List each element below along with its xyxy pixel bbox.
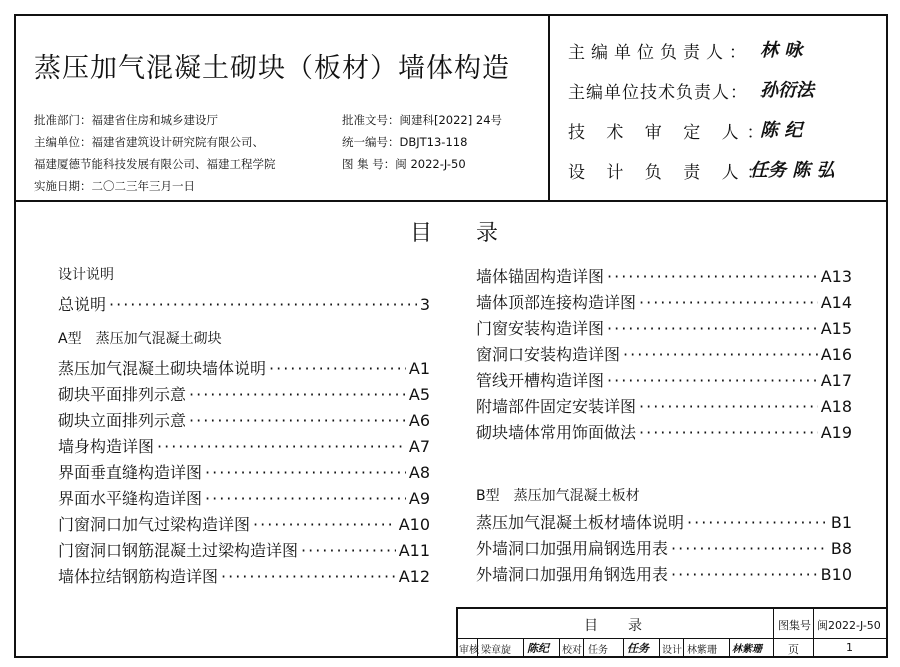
toc-entry[interactable]	[476, 316, 852, 339]
toc-entry-page: A17	[820, 371, 852, 390]
type-b-heading: B型 蒸压加气混凝土板材	[476, 488, 640, 504]
drawing-frame	[14, 14, 888, 658]
signature: 陈 纪	[760, 120, 803, 141]
responsible-label: 技 术 审 定 人：	[568, 123, 772, 143]
leader-dots	[607, 267, 818, 286]
toc-entry-page: A7	[408, 437, 430, 456]
toc-entry-label: 墙体锚固构造详图	[476, 267, 605, 286]
toc-title-right: 录	[476, 221, 499, 246]
title-block-name-cell	[458, 609, 774, 639]
toc-entry-label: 墙体顶部连接构造详图	[476, 293, 637, 312]
leader-dots	[639, 293, 818, 312]
toc-entry-label: 砌块墙体常用饰面做法	[476, 423, 637, 442]
title-block-name-left: 目	[584, 618, 598, 634]
toc-entry[interactable]	[58, 460, 430, 483]
reviewer-signature: 陈纪	[524, 639, 560, 656]
design-label: 设计	[660, 639, 684, 656]
effective-date: 实施日期：二〇二三年三月一日	[34, 179, 195, 193]
design-notes-heading: 设计说明	[58, 267, 114, 283]
toc-entry-label: 门窗洞口钢筋混凝土过梁构造详图	[58, 541, 299, 560]
toc-entry-label: 外墙洞口加强用扁钢选用表	[476, 539, 669, 558]
toc-entry-label: 管线开槽构造详图	[476, 371, 605, 390]
toc-entry-page: A5	[408, 385, 430, 404]
toc-entry-page: B10	[820, 565, 852, 584]
toc-entry[interactable]	[476, 342, 852, 365]
leader-dots	[671, 565, 818, 584]
toc-entry-page: A19	[820, 423, 852, 442]
type-a-heading: A型 蒸压加气混凝土砌块	[58, 331, 222, 347]
chief-unit-line2: 福建厦德节能科技发展有限公司、福建工程学院	[34, 157, 276, 171]
toc-entry-page: A8	[408, 463, 430, 482]
toc-entry-label: 墙身构造详图	[58, 437, 155, 456]
leader-dots	[109, 295, 417, 314]
header-responsibles	[548, 16, 888, 200]
leader-dots	[189, 411, 406, 430]
toc-entry[interactable]	[476, 536, 852, 559]
toc-entry[interactable]	[476, 264, 852, 287]
approval-dept: 批准部门：福建省住房和城乡建设厅	[34, 113, 218, 127]
responsible-label: 设 计 负 责 人：	[568, 163, 772, 183]
toc-entry[interactable]	[58, 486, 430, 509]
toc-entry-page: A12	[398, 567, 430, 586]
approval-number: 批准文号：闽建科[2022] 24号	[342, 113, 503, 127]
leader-dots	[221, 567, 396, 586]
leader-dots	[687, 513, 828, 532]
toc-entry-page: A6	[408, 411, 430, 430]
responsible-row	[568, 158, 772, 183]
check-label: 校对	[560, 639, 584, 656]
checker-name: 任务	[584, 639, 624, 656]
toc-entry-page: A10	[398, 515, 430, 534]
toc-entry-page: A13	[820, 267, 852, 286]
leader-dots	[623, 345, 818, 364]
toc-entry-page: A15	[820, 319, 852, 338]
title-block	[456, 607, 886, 656]
toc-entry-label: 墙体拉结钢筋构造详图	[58, 567, 219, 586]
leader-dots	[253, 515, 396, 534]
signature: 林 咏	[760, 40, 803, 61]
checker-signature: 任务	[624, 639, 660, 656]
toc-entry-label: 界面水平缝构造详图	[58, 489, 203, 508]
toc-entry-page: 3	[419, 295, 430, 314]
toc-entry-page: B8	[830, 539, 852, 558]
leader-dots	[607, 319, 818, 338]
title-block-name-right: 录	[628, 618, 642, 634]
leader-dots	[157, 437, 406, 456]
toc-entry-label: 窗洞口安装构造详图	[476, 345, 621, 364]
toc-entry-page: B1	[830, 513, 852, 532]
toc-entry-label: 界面垂直缝构造详图	[58, 463, 203, 482]
toc-entry-label: 总说明	[58, 295, 107, 314]
leader-dots	[639, 423, 818, 442]
page-value: 1	[846, 641, 853, 654]
responsible-row	[568, 118, 772, 143]
toc-entry[interactable]	[58, 512, 430, 535]
toc-entry[interactable]	[476, 368, 852, 391]
leader-dots	[301, 541, 396, 560]
leader-dots	[607, 371, 818, 390]
leader-dots	[639, 397, 818, 416]
designer-name: 林紫珊	[684, 639, 730, 656]
toc-entry[interactable]	[476, 562, 852, 585]
toc-entry[interactable]	[58, 356, 430, 379]
toc-entry-label: 门窗洞口加气过梁构造详图	[58, 515, 251, 534]
designer-signature: 林紫珊	[730, 639, 774, 656]
atlas-title: 蒸压加气混凝土砌块（板材）墙体构造	[34, 53, 510, 84]
leader-dots	[205, 463, 406, 482]
review-label: 审核	[458, 639, 478, 656]
header-left	[16, 16, 548, 200]
toc-entry-page: A1	[408, 359, 430, 378]
toc-entry[interactable]	[58, 564, 430, 587]
cover-header	[16, 16, 886, 202]
atlas-value: 闽2022-J-50	[814, 609, 886, 639]
signature: 任务 陈 弘	[750, 160, 835, 181]
toc-entry[interactable]	[476, 290, 852, 313]
toc-entry[interactable]	[58, 382, 430, 405]
toc-entry-page: A18	[820, 397, 852, 416]
unified-number: 统一编号：DBJT13-118	[342, 135, 468, 149]
leader-dots	[269, 359, 406, 378]
toc-entry[interactable]	[58, 408, 430, 431]
toc-entry-label: 外墙洞口加强用角钢选用表	[476, 565, 669, 584]
leader-dots	[189, 385, 406, 404]
toc-entry-page: A9	[408, 489, 430, 508]
toc-entry[interactable]	[476, 394, 852, 417]
toc-entry-page: A14	[820, 293, 852, 312]
toc-entry-label: 门窗安装构造详图	[476, 319, 605, 338]
toc-entry-label: 砌块平面排列示意	[58, 385, 187, 404]
chief-unit-line1: 主编单位：福建省建筑设计研究院有限公司、	[34, 135, 264, 149]
atlas-number: 图 集 号：闽 2022-J-50	[342, 157, 466, 171]
reviewer-name: 梁章旋	[478, 639, 524, 656]
responsible-label: 主编单位负责人：	[568, 43, 752, 63]
toc-entry[interactable]	[58, 434, 430, 457]
signature: 孙衍法	[760, 80, 814, 101]
responsible-label: 主编单位技术负责人：	[568, 83, 748, 103]
leader-dots	[205, 489, 406, 508]
toc-entry[interactable]	[476, 510, 852, 533]
toc-entry-page: A11	[398, 541, 430, 560]
toc-entry-label: 附墙部件固定安装详图	[476, 397, 637, 416]
toc-entry-label: 蒸压加气混凝土板材墙体说明	[476, 513, 685, 532]
page-label: 页	[774, 639, 814, 656]
atlas-label: 图集号	[774, 609, 814, 639]
leader-dots	[671, 539, 828, 558]
toc-entry-label: 砌块立面排列示意	[58, 411, 187, 430]
responsible-row	[568, 38, 752, 63]
toc-title-left: 目	[410, 221, 433, 246]
toc-entry[interactable]	[58, 538, 430, 561]
toc-entry-page: A16	[820, 345, 852, 364]
toc-entry[interactable]	[58, 292, 430, 315]
toc-entry-label: 蒸压加气混凝土砌块墙体说明	[58, 359, 267, 378]
responsible-row	[568, 78, 748, 103]
toc-entry[interactable]	[476, 420, 852, 443]
